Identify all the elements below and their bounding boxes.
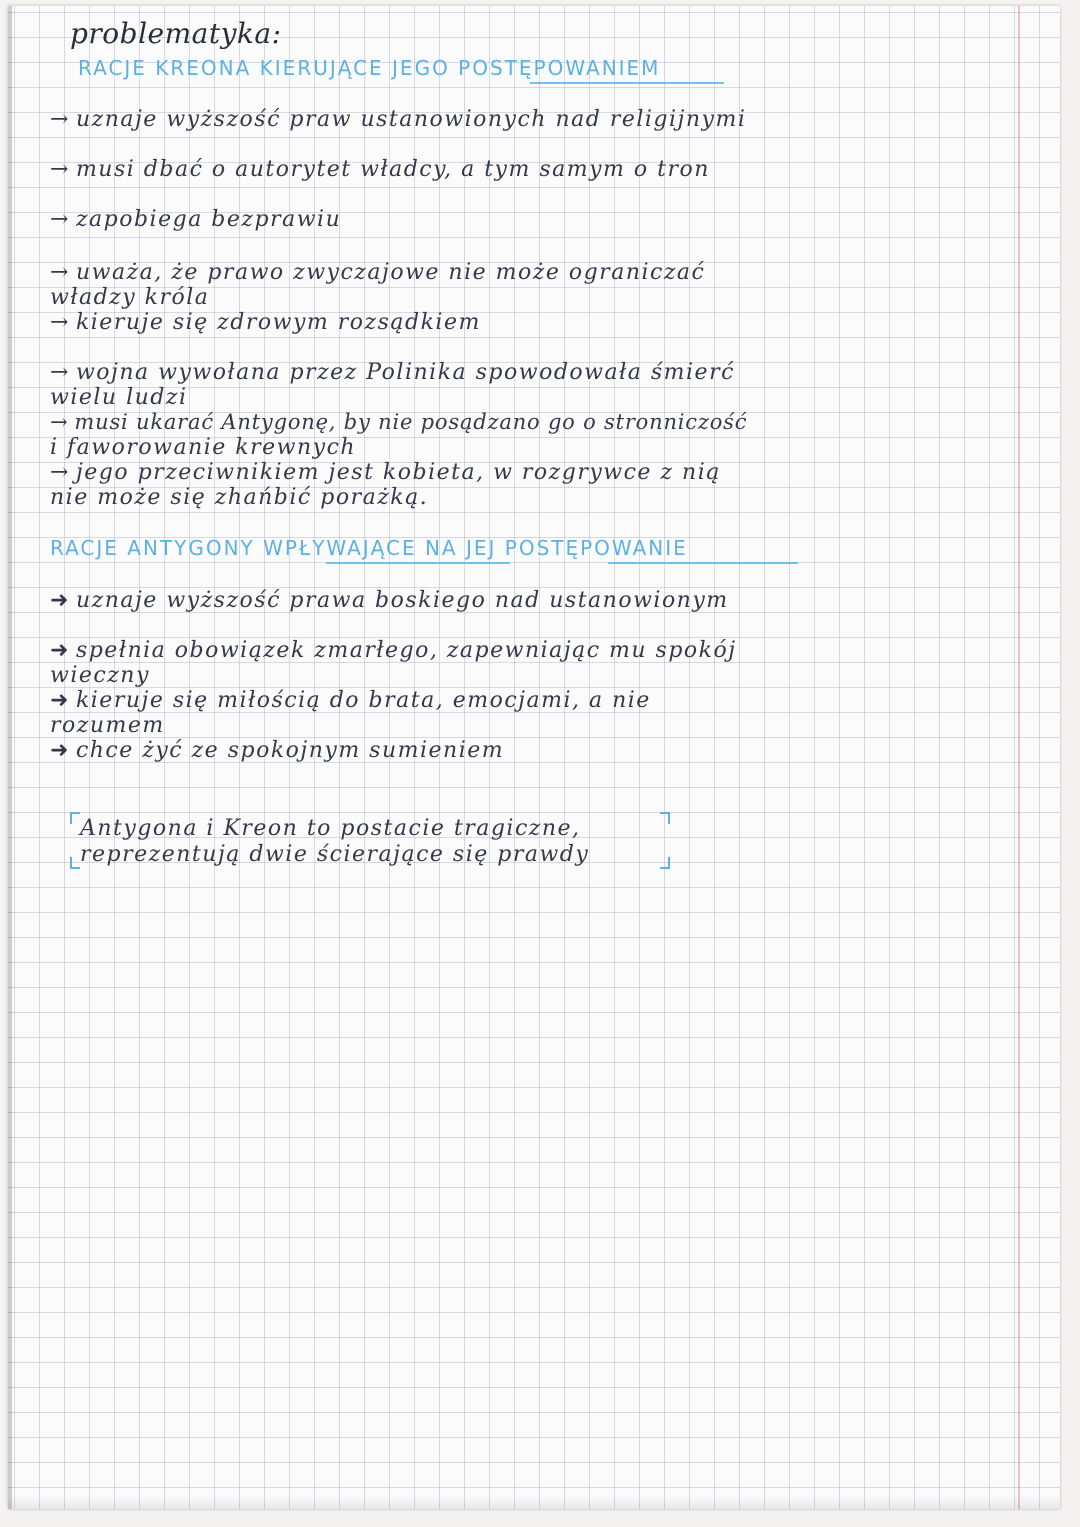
kreon-item-8-continuation: nie może się zhańbić porażką. <box>50 485 429 510</box>
kreon-item-8 <box>50 462 721 484</box>
kreon-item-6-continuation: wielu ludzi <box>50 385 188 410</box>
arrow-icon: ➜ <box>50 688 70 713</box>
kreon-item-6 <box>50 362 735 384</box>
notebook-page <box>8 6 1060 1509</box>
kreon-item-7-text: musi ukarać Antygonę, by nie posądzano go o stronniczość <box>74 410 748 434</box>
kreon-item-5-text: kieruje się zdrowym rozsądkiem <box>75 310 481 335</box>
conclusion-line-1: Antygona i Kreon to postacie tragiczne, <box>80 816 581 841</box>
bracket-bottom-left <box>70 857 80 869</box>
kreon-item-5 <box>50 312 481 334</box>
arrow-icon: ➜ <box>50 638 70 663</box>
antygona-heading-underline-2 <box>608 562 798 564</box>
arrow-icon: ➜ <box>50 588 70 613</box>
antygona-item-4-text: chce żyć ze spokojnym sumieniem <box>75 738 505 763</box>
kreon-item-6-text: wojna wywołana przez Polinika spowodowała śmierć <box>75 360 735 385</box>
arrow-icon: → <box>50 260 70 285</box>
antygona-item-2-text: spełnia obowiązek zmarłego, zapewniając mu spokój <box>75 638 737 663</box>
kreon-item-1-text: uznaje wyższość praw ustanowionych nad religijnymi <box>75 107 747 132</box>
antygona-item-2 <box>50 640 737 662</box>
bracket-bottom-right <box>660 857 670 869</box>
page-edge-shadow <box>8 6 12 1509</box>
arrow-icon: → <box>50 460 70 485</box>
antygona-item-4 <box>50 740 504 762</box>
antygona-heading: RACJE ANTYGONY WPŁYWAJĄCE NA JEJ POSTĘPOWANIE <box>50 536 688 560</box>
arrow-icon: → <box>50 410 69 434</box>
arrow-icon: → <box>50 207 70 232</box>
arrow-icon: → <box>50 107 70 132</box>
page-bottom-shadow <box>8 1495 1060 1509</box>
arrow-icon: → <box>50 310 70 335</box>
kreon-item-2-text: musi dbać o autorytet władcy, a tym samym o tron <box>75 157 710 182</box>
kreon-item-4 <box>50 262 705 284</box>
kreon-item-4-continuation: władzy króla <box>50 285 210 310</box>
antygona-item-1-text: uznaje wyższość prawa boskiego nad ustanowionym <box>75 588 729 613</box>
antygona-item-3-continuation: rozumem <box>50 713 165 738</box>
kreon-item-3-text: zapobiega bezprawiu <box>75 207 342 232</box>
kreon-item-7-continuation: i faworowanie krewnych <box>50 435 357 460</box>
arrow-icon: ➜ <box>50 738 70 763</box>
bracket-top-left <box>70 812 80 824</box>
margin-line <box>1018 6 1020 1509</box>
kreon-item-8-text: jego przeciwnikiem jest kobieta, w rozgrywce z nią <box>75 460 721 485</box>
kreon-item-4-text: uważa, że prawo zwyczajowe nie może ograniczać <box>75 260 706 285</box>
antygona-item-3-text: kieruje się miłością do brata, emocjami, a nie <box>75 688 651 713</box>
kreon-item-3 <box>50 209 341 231</box>
conclusion-line-2: reprezentują dwie ścierające się prawdy <box>80 842 590 867</box>
arrow-icon: → <box>50 157 70 182</box>
antygona-item-3 <box>50 690 651 712</box>
bracket-top-right <box>660 812 670 824</box>
kreon-heading-underline <box>530 82 724 84</box>
kreon-item-7 <box>50 412 747 433</box>
page-title: problematyka: <box>70 17 282 50</box>
antygona-heading-underline-1 <box>326 562 510 564</box>
kreon-heading: RACJE KREONA KIERUJĄCE JEGO POSTĘPOWANIEM <box>78 56 661 80</box>
kreon-item-2 <box>50 159 710 181</box>
arrow-icon: → <box>50 360 70 385</box>
antygona-item-1 <box>50 590 729 612</box>
kreon-item-1 <box>50 109 746 131</box>
antygona-item-2-continuation: wieczny <box>50 663 150 688</box>
